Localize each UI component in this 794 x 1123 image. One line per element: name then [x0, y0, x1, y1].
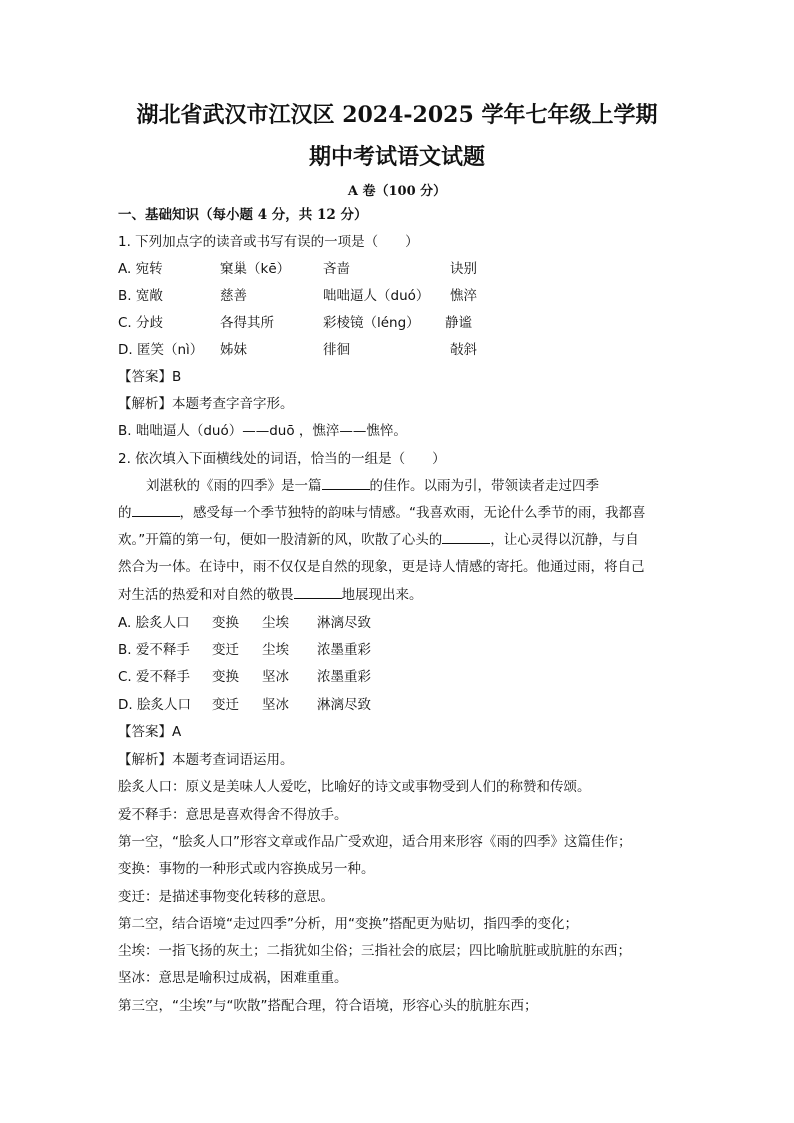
q2-passage-line-2: 的 ，感受每一个季节独特的韵味与情感。“我喜欢雨，无论什么季节的雨，我都喜 — [118, 505, 646, 521]
fill-blank-2 — [132, 504, 180, 517]
q2-passage-line-5: 对生活的热爱和对自然的敬畏 地展现出来。 — [118, 587, 423, 603]
q1-stem: 1. 下列加点字的读音或书写有误的一项是（ ） — [118, 234, 419, 250]
q2-explain-line: 尘埃：一指飞扬的灰土；二指犹如尘俗；三指社会的底层；四比喻肮脏或肮脏的东西； — [118, 943, 631, 959]
q1-explanation: B. 咄咄逼人（duó）——duō ，憔淬——憔悴。 — [118, 423, 407, 439]
q2-passage-line-3: 欢。”开篇的第一句，便如一股清新的风，吹散了心头的 ，让心灵得以沉静，与自 — [118, 532, 639, 548]
q1-answer: 【答案】B — [118, 369, 182, 385]
volume-label: A 卷（100 分） — [347, 184, 447, 199]
fill-blank-3 — [442, 531, 490, 544]
title-line-2: 期中考试语文试题 — [308, 144, 485, 170]
q2-answer: 【答案】A — [118, 724, 182, 740]
q2-passage-line-1: 刘湛秋的《雨的四季》是一篇 的佳作。以雨为引，带领读者走过四季 — [146, 478, 599, 494]
q2-passage-line-4: 然合为一体。在诗中，雨不仅仅是自然的现象，更是诗人情感的寄托。他通过雨，将自己 — [118, 559, 645, 575]
q2-explain-line: 爱不释手：意思是喜欢得舍不得放手。 — [118, 807, 348, 823]
q2-explain-line: 变迁：是描述事物变化转移的意思。 — [118, 889, 334, 905]
fill-blank-1 — [322, 477, 370, 490]
q2-explain-line: 第一空，“脍炙人口”形容文章或作品广受欢迎，适合用来形容《雨的四季》这篇佳作； — [118, 834, 632, 850]
title-line-1: 湖北省武汉市江汉区 2024-2025 学年七年级上学期 — [136, 102, 658, 128]
document-page: 湖北省武汉市江汉区 2024-2025 学年七年级上学期 期中考试语文试题 A 卷（100 分） 一、基础知识（每小题 4 分，共 12 分） 1. 下列加点字的读音或书写有误的一项是（ ） A. 宛转 窠巢（kē） 吝啬 诀别 B. 宽敞 慈善 咄咄逼人（duó） 憔淬 C. 分歧 各得其所 彩棱镜（léng） 静谧 D. 匿笑（nì） 姊妹 徘徊 敧斜 【答案】B 【解析】本题考查字音字形。 B. 咄咄逼人（duó）——duō ，憔淬——憔悴。 2. 依次填入下面横线处的词语，恰当的一组是（ ） 刘湛秋的《雨的四季》是一篇 的佳作。以雨为引，带领读者走过四季 的 ，感受每一个季节独特的韵味与情感。“我喜欢雨，无论什么季节的雨，我都喜 欢。”开篇的第一句，便如一股清新的风，吹散了心头的 ，让心灵得以沉静，与自 然合为一体。在诗中，雨不仅仅是自然的现象，更是诗人情感的寄托。他通过雨，将自己 对生活的热爱和对自然的敬畏 地展现出来。 A. 脍炙人口 变换 尘埃 淋漓尽致 B. 爱不释手 变迁 尘埃 浓墨重彩 C. 爱不释手 变换 坚冰 浓墨重彩 D. 脍炙人口 变迁 坚冰 淋漓尽致 【答案】A 【解析】本题考查词语运用。 脍炙人口：原义是美味人人爱吃，比喻好的诗文或事物受到人们的称赞和传颂。 爱不释手：意思是喜欢得舍不得放手。 第一空，“脍炙人口”形容文章或作品广受欢迎，适合用来形容《雨的四季》这篇佳作； 变换：事物的一种形式或内容换成另一种。 变迁：是描述事物变化转移的意思。 第二空，结合语境“走过四季”分析，用“变换”搭配更为贴切，指四季的变化； 尘埃：一指飞扬的灰土；二指犹如尘俗；三指社会的底层；四比喻肮脏或肮脏的东西； 坚冰：意思是喻积过成祸，困难重重。 第三空，“尘埃”与“吹散”搭配合理，符合语境，形容心头的肮脏东西； — [0, 0, 794, 1123]
q2-explain-line: 第三空，“尘埃”与“吹散”搭配合理，符合语境，形容心头的肮脏东西； — [118, 998, 538, 1014]
q2-explain-line: 脍炙人口：原义是美味人人爱吃，比喻好的诗文或事物受到人们的称赞和传颂。 — [118, 779, 591, 795]
q2-explain-line: 变换：事物的一种形式或内容换成另一种。 — [118, 861, 375, 877]
q1-analysis: 【解析】本题考查字音字形。 — [118, 396, 294, 412]
section-heading: 一、基础知识（每小题 4 分，共 12 分） — [118, 207, 368, 223]
q2-explain-line: 第二空，结合语境“走过四季”分析，用“变换”搭配更为贴切，指四季的变化； — [118, 916, 578, 932]
fill-blank-4 — [294, 586, 342, 599]
q2-stem: 2. 依次填入下面横线处的词语，恰当的一组是（ ） — [118, 451, 446, 467]
q2-analysis: 【解析】本题考查词语运用。 — [118, 752, 294, 768]
q2-explain-line: 坚冰：意思是喻积过成祸，困难重重。 — [118, 970, 348, 986]
